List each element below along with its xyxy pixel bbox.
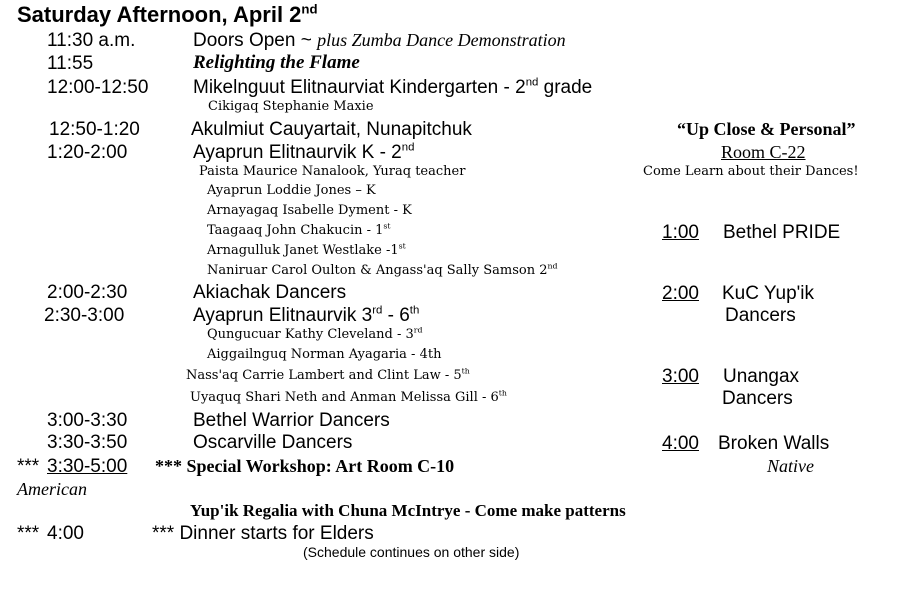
event-bethel-warrior: Bethel Warrior Dancers: [193, 410, 390, 431]
teacher-taagaaq: Taagaaq John Chakucin - 1st: [207, 221, 391, 238]
time-230: 2:30-3:00: [44, 305, 125, 326]
time-300: 3:00-3:30: [47, 410, 128, 431]
event-ayaprun-36: Ayaprun Elitnaurvik 3rd - 6th: [193, 304, 420, 326]
time-120: 1:20-2:00: [47, 142, 128, 163]
event-dinner: *** Dinner starts for Elders: [152, 523, 374, 544]
stars-workshop: ***: [17, 456, 40, 477]
time-1155: 11:55: [47, 53, 94, 74]
footer-note: (Schedule continues on other side): [303, 544, 520, 560]
teacher-nassaq: Nass'aq Carrie Lambert and Clint Law - 5th: [186, 366, 470, 383]
teacher-aiggailnguq: Aiggailnguq Norman Ayagaria - 4th: [207, 347, 442, 362]
side-time-400: 4:00: [662, 433, 699, 454]
teacher-uyaquq: Uyaquq Shari Neth and Anman Melissa Gill - 6th: [190, 388, 507, 405]
side-time-300: 3:00: [662, 366, 699, 387]
teacher-arnagulluk: Arnagulluk Janet Westlake -1st: [207, 241, 406, 258]
time-330: 3:30-3:50: [47, 432, 128, 453]
time-400: 4:00: [47, 523, 84, 544]
time-200: 2:00-2:30: [47, 282, 128, 303]
teacher-arnayagaq: Arnayagaq Isabelle Dyment - K: [207, 203, 412, 218]
side-native: Native: [767, 456, 814, 476]
side-kuc-yupik: KuC Yup'ik: [722, 283, 815, 304]
stars-dinner: ***: [17, 523, 40, 544]
side-unangax-dancers: Dancers: [722, 388, 793, 409]
side-room: Room C-22: [721, 142, 806, 162]
side-bethel-pride: Bethel PRIDE: [723, 222, 841, 243]
page-title: Saturday Afternoon, April 2nd: [17, 1, 318, 27]
event-oscarville: Oscarville Dancers: [193, 432, 353, 453]
time-1200: 12:00-12:50: [47, 77, 149, 98]
side-kuc-dancers: Dancers: [725, 305, 796, 326]
side-unangax: Unangax: [723, 366, 800, 387]
time-1130: 11:30 a.m.: [47, 30, 136, 51]
event-ayaprun-k2: Ayaprun Elitnaurvik K - 2nd: [193, 141, 415, 163]
teacher-paista: Paista Maurice Nanalook, Yuraq teacher: [199, 164, 466, 179]
event-doors-open: Doors Open ~ plus Zumba Dance Demonstration: [193, 30, 566, 51]
event-special-workshop: *** Special Workshop: Art Room C-10: [155, 456, 455, 476]
teacher-cikigaq: Cikigaq Stephanie Maxie: [208, 99, 374, 114]
teacher-naniruar: Naniruar Carol Oulton & Angass'aq Sally Samson 2nd: [207, 261, 558, 278]
side-heading: “Up Close & Personal”: [677, 119, 856, 139]
teacher-loddie: Ayaprun Loddie Jones – K: [207, 183, 376, 198]
event-mikelnguut: Mikelnguut Elitnaurviat Kindergarten - 2nd grade: [193, 76, 593, 98]
teacher-qungucuar: Qungucuar Kathy Cleveland - 3rd: [207, 325, 423, 342]
side-time-200: 2:00: [662, 283, 699, 304]
event-akulmiut: Akulmiut Cauyartait, Nunapitchuk: [191, 119, 472, 140]
event-akiachak: Akiachak Dancers: [193, 282, 347, 303]
side-subheading: Come Learn about their Dances!: [643, 164, 859, 179]
event-yupik-regalia: Yup'ik Regalia with Chuna McIntrye - Come make patterns: [190, 501, 626, 520]
time-1250: 12:50-1:20: [49, 119, 140, 140]
side-american: American: [17, 479, 87, 499]
side-broken-walls: Broken Walls: [718, 433, 830, 454]
side-time-100: 1:00: [662, 222, 699, 243]
event-relighting-flame: Relighting the Flame: [193, 52, 360, 73]
time-330-500: 3:30-5:00: [47, 456, 128, 477]
